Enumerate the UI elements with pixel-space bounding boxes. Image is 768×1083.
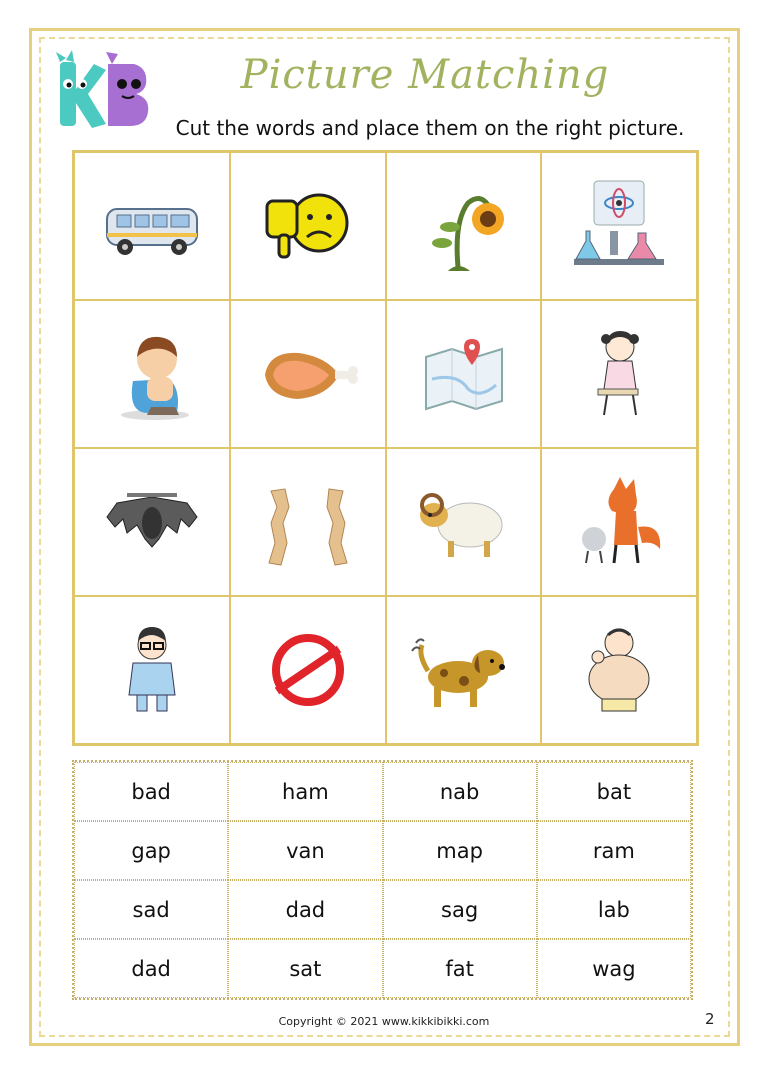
bat-icon bbox=[97, 467, 207, 577]
instruction-text: Cut the words and place them on the right picture. bbox=[175, 116, 685, 140]
picture-cell[interactable] bbox=[74, 448, 230, 596]
word-card[interactable]: ham bbox=[228, 762, 382, 821]
thumbs-down-icon bbox=[253, 171, 363, 281]
dad-icon bbox=[97, 615, 207, 725]
picture-cell[interactable] bbox=[230, 596, 386, 744]
word-card[interactable]: van bbox=[228, 821, 382, 880]
picture-cell[interactable] bbox=[386, 596, 542, 744]
picture-grid bbox=[72, 150, 699, 746]
sagging-flower-icon bbox=[408, 171, 518, 281]
picture-cell[interactable] bbox=[230, 300, 386, 448]
word-card[interactable]: nab bbox=[383, 762, 537, 821]
map-icon bbox=[408, 319, 518, 429]
page-number: 2 bbox=[705, 1010, 715, 1028]
ham-icon bbox=[253, 319, 363, 429]
ram-icon bbox=[408, 467, 518, 577]
picture-cell[interactable] bbox=[74, 300, 230, 448]
word-card[interactable]: fat bbox=[383, 939, 537, 998]
picture-cell[interactable] bbox=[230, 448, 386, 596]
sitting-girl-icon bbox=[564, 319, 674, 429]
gap-icon bbox=[253, 467, 363, 577]
word-card[interactable]: gap bbox=[74, 821, 228, 880]
van-icon bbox=[97, 171, 207, 281]
lab-icon bbox=[564, 171, 674, 281]
word-card[interactable]: wag bbox=[537, 939, 691, 998]
picture-cell[interactable] bbox=[541, 448, 697, 596]
word-card[interactable]: dad bbox=[228, 880, 382, 939]
dog-wag-icon bbox=[408, 615, 518, 725]
kb-logo bbox=[52, 48, 152, 132]
copyright-text: Copyright © 2021 www.kikkibikki.com bbox=[278, 1015, 490, 1028]
fat-man-icon bbox=[564, 615, 674, 725]
word-card[interactable]: ram bbox=[537, 821, 691, 880]
word-card[interactable]: sad bbox=[74, 880, 228, 939]
picture-cell[interactable] bbox=[541, 300, 697, 448]
sad-boy-icon bbox=[97, 319, 207, 429]
picture-cell[interactable] bbox=[74, 152, 230, 300]
word-card[interactable]: bat bbox=[537, 762, 691, 821]
picture-cell[interactable] bbox=[230, 152, 386, 300]
picture-cell[interactable] bbox=[74, 596, 230, 744]
word-card[interactable]: dad bbox=[74, 939, 228, 998]
picture-cell[interactable] bbox=[386, 300, 542, 448]
picture-cell[interactable] bbox=[386, 152, 542, 300]
word-cutout-grid bbox=[72, 760, 693, 1000]
no-sign-icon bbox=[253, 615, 363, 725]
page-title: Picture Matching bbox=[240, 52, 610, 98]
picture-cell[interactable] bbox=[541, 596, 697, 744]
fox-nab-icon bbox=[564, 467, 674, 577]
word-card[interactable]: lab bbox=[537, 880, 691, 939]
picture-cell[interactable] bbox=[386, 448, 542, 596]
word-card[interactable]: sag bbox=[383, 880, 537, 939]
picture-cell[interactable] bbox=[541, 152, 697, 300]
word-card[interactable]: map bbox=[383, 821, 537, 880]
word-card[interactable]: sat bbox=[228, 939, 382, 998]
word-card[interactable]: bad bbox=[74, 762, 228, 821]
